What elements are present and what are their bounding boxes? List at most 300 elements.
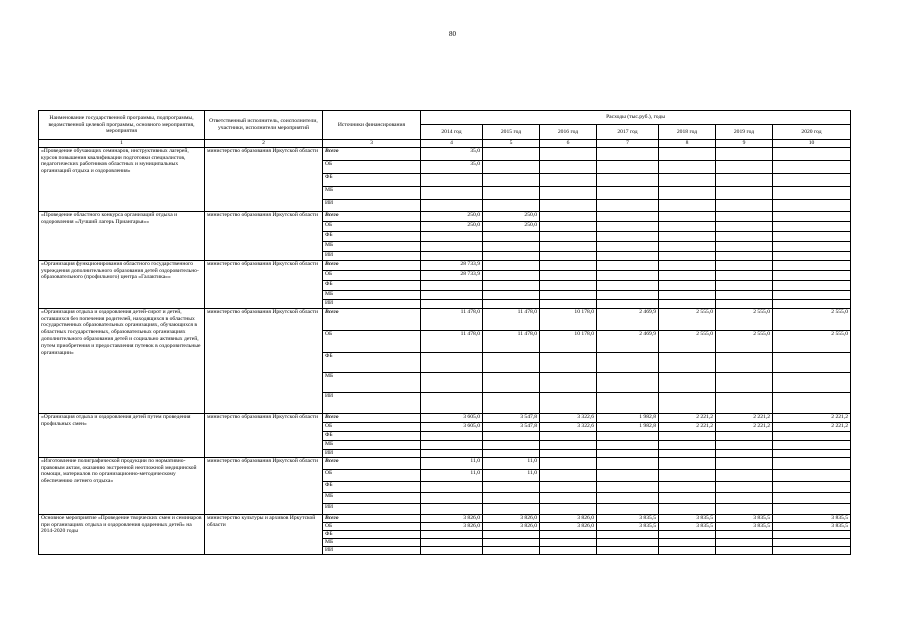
value-cell (716, 147, 773, 160)
value-cell: 28 733,9 (421, 270, 483, 280)
activity-name: «Изготовление полиграфической продукции по нормативно-правовым актам, оказанию экстренной неотложной медицинской помощи, материалов по организационно-методическому обеспечению летнего отдыха» (39, 457, 205, 514)
value-cell (421, 299, 483, 308)
value-cell (540, 530, 597, 538)
value-cell: 3 826,0 (421, 514, 483, 522)
value-cell (659, 492, 716, 503)
value-cell (540, 449, 597, 457)
value-cell (540, 186, 597, 199)
table-row (39, 514, 851, 522)
header-year: 2017 год (597, 125, 659, 140)
value-cell (659, 147, 716, 160)
value-cell (773, 280, 851, 290)
executor-cell: министерство образования Иркутской области (205, 457, 323, 514)
header-col-number: 1 (39, 140, 205, 148)
value-cell (773, 260, 851, 270)
value-cell: 250,0 (483, 211, 540, 221)
value-cell: 2 555,0 (716, 308, 773, 330)
value-cell (659, 392, 716, 413)
header-col-number: 7 (597, 140, 659, 148)
value-cell: 2 469,9 (597, 330, 659, 352)
value-cell: 2 221,2 (659, 422, 716, 431)
value-cell: 2 221,2 (773, 422, 851, 431)
value-cell (540, 538, 597, 546)
value-cell: 3 826,0 (540, 514, 597, 522)
value-cell: 3 835,5 (773, 522, 851, 530)
funding-source: МБ (323, 492, 421, 503)
value-cell (716, 538, 773, 546)
value-cell (597, 260, 659, 270)
value-cell: 28 733,9 (421, 260, 483, 270)
value-cell (597, 440, 659, 449)
value-cell (773, 457, 851, 469)
value-cell (483, 290, 540, 299)
value-cell (421, 231, 483, 241)
table-row (39, 260, 851, 270)
value-cell: 3 826,0 (421, 522, 483, 530)
value-cell (540, 392, 597, 413)
table-row (39, 413, 851, 422)
value-cell (659, 290, 716, 299)
funding-source: ФБ (323, 481, 421, 492)
value-cell: 3 835,5 (659, 514, 716, 522)
value-cell: 2 221,2 (716, 422, 773, 431)
value-cell (659, 431, 716, 440)
header-col-number: 3 (323, 140, 421, 148)
value-cell: 1 982,8 (597, 422, 659, 431)
value-cell: 3 835,5 (597, 522, 659, 530)
value-cell (483, 270, 540, 280)
value-cell: 3 322,6 (540, 422, 597, 431)
funding-source: ФБ (323, 280, 421, 290)
value-cell (597, 469, 659, 481)
value-cell: 2 555,0 (659, 330, 716, 352)
table-row (39, 211, 851, 221)
value-cell (483, 440, 540, 449)
value-cell (483, 280, 540, 290)
header-year: 2019 год (716, 125, 773, 140)
header-year: 2014 год (421, 125, 483, 140)
value-cell (659, 280, 716, 290)
header-col-number: 9 (716, 140, 773, 148)
header-year: 2020 год (773, 125, 851, 140)
value-cell (421, 199, 483, 211)
value-cell (659, 260, 716, 270)
value-cell (597, 449, 659, 457)
value-cell (597, 251, 659, 260)
funding-source: Всего (323, 260, 421, 270)
value-cell (773, 241, 851, 251)
funding-source: ФБ (323, 352, 421, 372)
value-cell (659, 231, 716, 241)
table-row (39, 308, 851, 330)
value-cell (421, 449, 483, 457)
funding-source: ОБ (323, 270, 421, 280)
funding-source: ФБ (323, 530, 421, 538)
funding-source: Всего (323, 147, 421, 160)
header-col-number: 8 (659, 140, 716, 148)
value-cell (773, 392, 851, 413)
executor-cell: министерство образования Иркутской области (205, 413, 323, 457)
value-cell (483, 299, 540, 308)
value-cell (597, 546, 659, 554)
value-cell (716, 211, 773, 221)
value-cell: 2 221,2 (716, 413, 773, 422)
funding-source: Всего (323, 308, 421, 330)
value-cell (716, 221, 773, 231)
value-cell (540, 546, 597, 554)
value-cell (716, 469, 773, 481)
value-cell (483, 530, 540, 538)
value-cell (540, 211, 597, 221)
header-expenses: Расходы (тыс.руб.), годы (421, 111, 851, 125)
value-cell: 11,0 (421, 457, 483, 469)
funding-source: МБ (323, 440, 421, 449)
funding-source: МБ (323, 241, 421, 251)
value-cell: 3 322,6 (540, 413, 597, 422)
funding-source: ОБ (323, 522, 421, 530)
value-cell (483, 492, 540, 503)
value-cell (597, 538, 659, 546)
table-row (39, 147, 851, 160)
value-cell (540, 251, 597, 260)
value-cell (540, 231, 597, 241)
value-cell (483, 352, 540, 372)
executor-cell: министерство культуры и архивов Иркутской области (205, 514, 323, 554)
page-number: 80 (449, 30, 456, 38)
funding-source: ОБ (323, 330, 421, 352)
value-cell (716, 431, 773, 440)
value-cell (540, 199, 597, 211)
value-cell (773, 147, 851, 160)
value-cell (659, 530, 716, 538)
value-cell (597, 372, 659, 392)
value-cell (421, 173, 483, 186)
value-cell (421, 290, 483, 299)
value-cell (483, 392, 540, 413)
value-cell (421, 530, 483, 538)
value-cell (773, 492, 851, 503)
value-cell: 11 478,0 (483, 330, 540, 352)
funding-source: ФБ (323, 231, 421, 241)
value-cell (597, 431, 659, 440)
value-cell: 3 835,5 (716, 522, 773, 530)
funding-source: МБ (323, 290, 421, 299)
funding-source: ИИ (323, 299, 421, 308)
value-cell (597, 457, 659, 469)
value-cell (597, 492, 659, 503)
activity-name: «Проведение обучающих семинаров, инструктивных лагерей, курсов повышения квалификации подготовки специалистов, педагогических работников областных и муниципальных организаций отдыха и оздоровления» (39, 147, 205, 211)
funding-source: МБ (323, 186, 421, 199)
table-row (39, 457, 851, 469)
value-cell (540, 290, 597, 299)
value-cell (716, 241, 773, 251)
value-cell (597, 231, 659, 241)
value-cell (483, 186, 540, 199)
value-cell (773, 538, 851, 546)
value-cell (659, 299, 716, 308)
value-cell (773, 251, 851, 260)
value-cell: 3 835,5 (716, 514, 773, 522)
value-cell (421, 352, 483, 372)
header-name: Наименование государственной программы, подпрограммы, ведомственной целевой программы, основного мероприятия, мероприятия (39, 111, 205, 140)
value-cell (716, 481, 773, 492)
header-col-number: 5 (483, 140, 540, 148)
header-col-number: 10 (773, 140, 851, 148)
value-cell (597, 173, 659, 186)
value-cell (716, 231, 773, 241)
value-cell: 11 478,0 (421, 330, 483, 352)
value-cell: 3 835,5 (659, 522, 716, 530)
value-cell (659, 352, 716, 372)
value-cell: 250,0 (483, 221, 540, 231)
value-cell (716, 449, 773, 457)
funding-source: Всего (323, 457, 421, 469)
value-cell (540, 503, 597, 514)
value-cell: 1 982,8 (597, 413, 659, 422)
value-cell (597, 160, 659, 173)
funding-source: ИИ (323, 199, 421, 211)
value-cell (773, 352, 851, 372)
funding-source: ИИ (323, 503, 421, 514)
value-cell (597, 221, 659, 231)
header-col-number: 4 (421, 140, 483, 148)
value-cell: 3 605,0 (421, 422, 483, 431)
value-cell (716, 260, 773, 270)
value-cell: 2 555,0 (773, 330, 851, 352)
value-cell (773, 431, 851, 440)
executor-cell: министерство образования Иркутской области (205, 211, 323, 260)
value-cell: 11,0 (483, 469, 540, 481)
value-cell (659, 372, 716, 392)
header-year: 2016 год (540, 125, 597, 140)
value-cell (716, 492, 773, 503)
funding-source: ОБ (323, 469, 421, 481)
value-cell (421, 186, 483, 199)
value-cell: 11 478,0 (421, 308, 483, 330)
value-cell (483, 503, 540, 514)
value-cell (483, 199, 540, 211)
value-cell (483, 372, 540, 392)
executor-cell: министерство образования Иркутской области (205, 260, 323, 308)
value-cell (716, 160, 773, 173)
value-cell (716, 251, 773, 260)
value-cell (773, 299, 851, 308)
funding-source: МБ (323, 538, 421, 546)
funding-source: ФБ (323, 173, 421, 186)
value-cell (540, 469, 597, 481)
value-cell (483, 538, 540, 546)
funding-source: ОБ (323, 160, 421, 173)
value-cell: 3 547,8 (483, 422, 540, 431)
value-cell: 11,0 (483, 457, 540, 469)
value-cell: 3 826,0 (483, 514, 540, 522)
header-executor: Ответственный исполнитель, соисполнители, участники, исполнители мероприятий (205, 111, 323, 140)
header-year: 2018 год (659, 125, 716, 140)
value-cell (540, 280, 597, 290)
activity-name: Основное мероприятие «Проведение творческих смен и семинаров при организациях отдыха и оздоровления одаренных детей» на 2014-2020 годы (39, 514, 205, 554)
value-cell (597, 270, 659, 280)
value-cell (597, 147, 659, 160)
value-cell (659, 270, 716, 280)
value-cell (597, 280, 659, 290)
value-cell: 35,0 (421, 147, 483, 160)
value-cell: 2 469,9 (597, 308, 659, 330)
value-cell (659, 546, 716, 554)
value-cell (421, 481, 483, 492)
activity-name: «Организация отдыха и оздоровления детей-сирот и детей, оставшихся без попечения родителей, находящихся в областных государственных образовательных организациях, обучающихся в областных государственных, образовательных организациях дополнительного образования детей и социально активных детей, путем приобретения и предоставления путевок в оздоровительные организации» (39, 308, 205, 413)
value-cell (421, 280, 483, 290)
value-cell: 35,0 (421, 160, 483, 173)
value-cell (659, 160, 716, 173)
value-cell (716, 352, 773, 372)
value-cell (540, 160, 597, 173)
funding-source: ОБ (323, 422, 421, 431)
value-cell (421, 546, 483, 554)
value-cell (773, 160, 851, 173)
funding-source: ОБ (323, 221, 421, 231)
value-cell (773, 503, 851, 514)
header-source: Источники финансирования (323, 111, 421, 140)
value-cell (773, 231, 851, 241)
activity-name: «Организация функционирования областного государственного учреждения дополнительного образования детей оздоровительно-образовательного (профильного) центра «Галактика»» (39, 260, 205, 308)
value-cell (421, 251, 483, 260)
value-cell (540, 260, 597, 270)
executor-cell: министерство образования Иркутской области (205, 308, 323, 413)
value-cell (483, 449, 540, 457)
value-cell (421, 431, 483, 440)
activity-name: «Организация отдыха и оздоровления детей путем проведения профильных смен» (39, 413, 205, 457)
value-cell: 3 826,0 (483, 522, 540, 530)
funding-source: МБ (323, 372, 421, 392)
value-cell (540, 241, 597, 251)
value-cell (483, 546, 540, 554)
value-cell: 3 547,8 (483, 413, 540, 422)
value-cell (421, 440, 483, 449)
value-cell (540, 372, 597, 392)
value-cell (597, 352, 659, 372)
value-cell: 10 178,0 (540, 308, 597, 330)
value-cell (773, 186, 851, 199)
value-cell: 3 835,5 (597, 514, 659, 522)
funding-source: Всего (323, 413, 421, 422)
expenses-table (38, 110, 851, 555)
value-cell: 3 826,0 (540, 522, 597, 530)
value-cell (773, 469, 851, 481)
value-cell (716, 280, 773, 290)
funding-source: ФБ (323, 431, 421, 440)
value-cell (421, 241, 483, 251)
value-cell (716, 299, 773, 308)
value-cell (659, 469, 716, 481)
value-cell (597, 211, 659, 221)
value-cell (597, 503, 659, 514)
value-cell (773, 530, 851, 538)
value-cell (597, 241, 659, 251)
value-cell (716, 546, 773, 554)
value-cell (716, 440, 773, 449)
value-cell (483, 231, 540, 241)
value-cell (540, 270, 597, 280)
value-cell (597, 392, 659, 413)
value-cell (540, 457, 597, 469)
funding-source: ИИ (323, 546, 421, 554)
value-cell (597, 186, 659, 199)
value-cell (540, 492, 597, 503)
value-cell (773, 221, 851, 231)
value-cell (716, 186, 773, 199)
value-cell (540, 173, 597, 186)
value-cell (659, 221, 716, 231)
value-cell (483, 251, 540, 260)
value-cell (483, 160, 540, 173)
value-cell (483, 260, 540, 270)
funding-source: Всего (323, 211, 421, 221)
value-cell (716, 530, 773, 538)
value-cell (716, 392, 773, 413)
value-cell (716, 372, 773, 392)
value-cell: 2 221,2 (773, 413, 851, 422)
value-cell: 11 478,0 (483, 308, 540, 330)
value-cell (659, 211, 716, 221)
value-cell: 3 835,5 (773, 514, 851, 522)
value-cell (597, 481, 659, 492)
value-cell (597, 299, 659, 308)
value-cell (716, 173, 773, 186)
executor-cell: министерство образования Иркутской области (205, 147, 323, 211)
header-col-number: 2 (205, 140, 323, 148)
value-cell (659, 199, 716, 211)
header-year: 2015 год (483, 125, 540, 140)
value-cell (483, 431, 540, 440)
value-cell (773, 372, 851, 392)
value-cell (421, 503, 483, 514)
funding-source: ИИ (323, 251, 421, 260)
value-cell (659, 503, 716, 514)
value-cell (659, 538, 716, 546)
value-cell (597, 530, 659, 538)
value-cell (540, 299, 597, 308)
value-cell: 2 221,2 (659, 413, 716, 422)
value-cell (421, 392, 483, 413)
value-cell (773, 449, 851, 457)
value-cell (421, 538, 483, 546)
value-cell (540, 147, 597, 160)
activity-name: «Проведение областного конкурса организаций отдыха и оздоровления «Лучший лагерь Приангарья»» (39, 211, 205, 260)
value-cell (659, 241, 716, 251)
value-cell (540, 481, 597, 492)
value-cell (540, 352, 597, 372)
value-cell (773, 481, 851, 492)
value-cell (773, 199, 851, 211)
value-cell (483, 241, 540, 251)
value-cell (716, 503, 773, 514)
value-cell (773, 440, 851, 449)
funding-source: ИИ (323, 449, 421, 457)
value-cell (659, 481, 716, 492)
value-cell: 2 555,0 (716, 330, 773, 352)
value-cell (597, 199, 659, 211)
value-cell (716, 199, 773, 211)
value-cell (716, 270, 773, 280)
value-cell (421, 492, 483, 503)
value-cell: 250,0 (421, 221, 483, 231)
value-cell: 2 555,0 (659, 308, 716, 330)
value-cell: 10 178,0 (540, 330, 597, 352)
header-col-number: 6 (540, 140, 597, 148)
value-cell (483, 147, 540, 160)
value-cell (773, 290, 851, 299)
value-cell: 250,0 (421, 211, 483, 221)
